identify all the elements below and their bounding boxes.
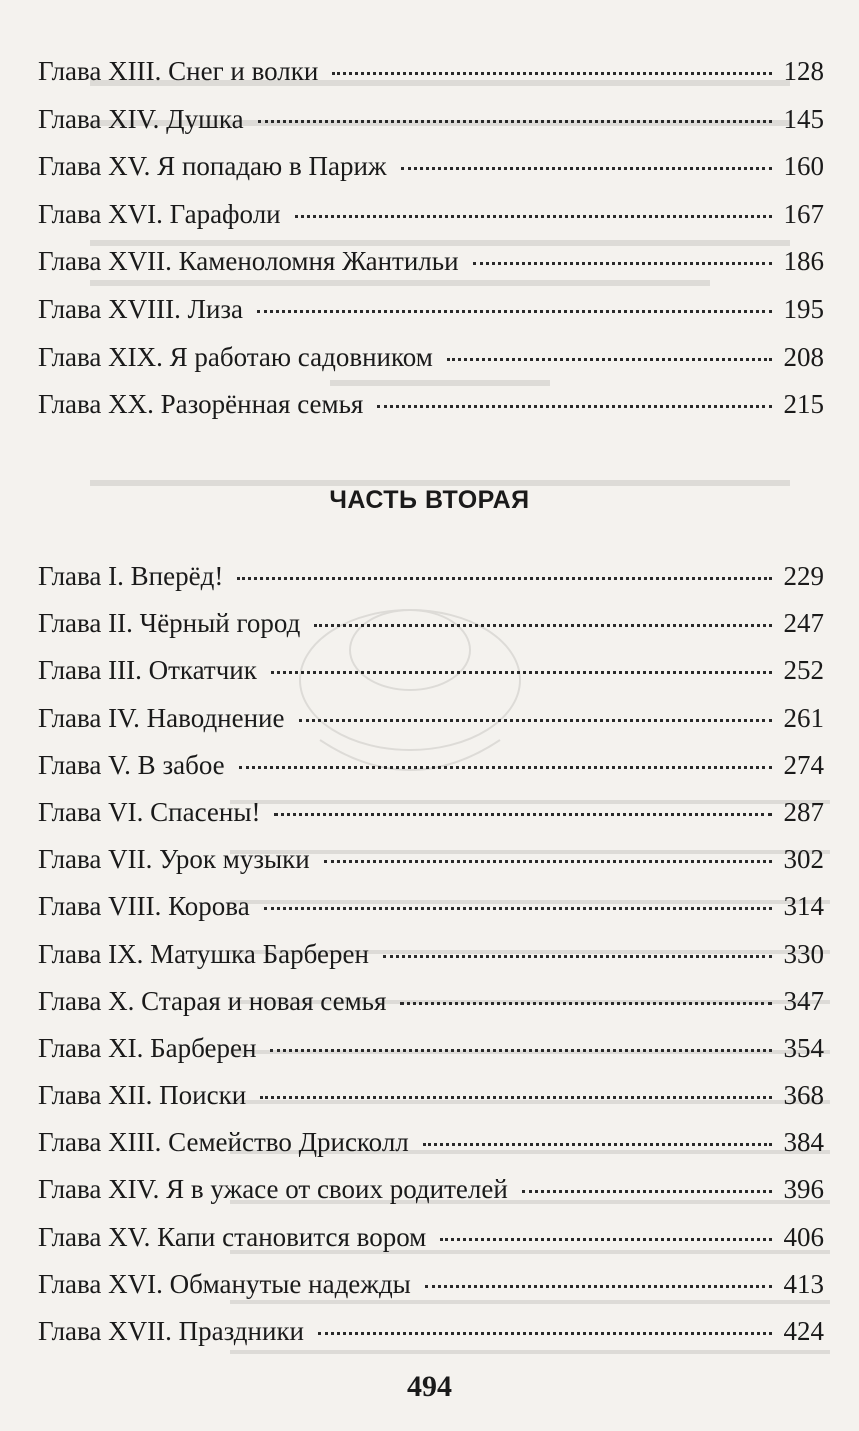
chapter-title: Глава IV. Наводнение — [38, 702, 285, 733]
dot-leader — [318, 1332, 771, 1335]
chapter-page-number: 167 — [783, 198, 824, 229]
chapter-title: Глава XIV. Я в ужасе от своих родителей — [38, 1174, 508, 1205]
chapter-title: Глава XVI. Обманутые надежды — [38, 1268, 411, 1299]
chapter-title: Глава III. Откатчик — [38, 655, 257, 686]
dot-leader — [299, 719, 772, 722]
chapter-title: Глава XX. Разорённая семья — [38, 389, 364, 420]
dot-leader — [258, 120, 772, 123]
dot-leader — [522, 1190, 772, 1193]
dot-leader — [324, 860, 772, 863]
chapter-page-number: 330 — [783, 938, 824, 969]
part-two-heading: ЧАСТЬ ВТОРАЯ — [329, 486, 530, 514]
chapter-page-number: 261 — [783, 702, 824, 733]
toc-entry — [38, 48, 824, 96]
page-number: 494 — [407, 1370, 452, 1403]
dot-leader — [332, 72, 771, 75]
toc-entry — [38, 1261, 824, 1308]
chapter-title: Глава XIV. Душка — [38, 103, 244, 134]
chapter-page-number: 145 — [783, 103, 824, 134]
toc-entry — [38, 553, 824, 600]
toc-entry — [38, 1025, 824, 1072]
chapter-title: Глава II. Чёрный город — [38, 608, 301, 639]
toc-entry — [38, 836, 824, 883]
chapter-page-number: 314 — [783, 891, 824, 922]
chapter-page-number: 128 — [783, 56, 824, 86]
chapter-title: Глава I. Вперёд! — [38, 561, 224, 591]
chapter-page-number: 384 — [783, 1127, 824, 1158]
chapter-page-number: 413 — [783, 1268, 824, 1299]
chapter-title: Глава IX. Матушка Барберен — [38, 938, 369, 969]
chapter-title: Глава V. В забое — [38, 749, 225, 780]
dot-leader — [260, 1096, 771, 1099]
toc-entry — [38, 143, 824, 191]
chapter-page-number: 252 — [783, 655, 824, 686]
dot-leader — [423, 1143, 772, 1146]
toc-entry — [38, 238, 824, 286]
chapter-title: Глава VII. Урок музыки — [38, 844, 310, 875]
chapter-title: Глава VI. Спасены! — [38, 796, 261, 827]
chapter-page-number: 287 — [783, 796, 824, 827]
chapter-page-number: 229 — [783, 561, 824, 591]
chapter-title: Глава XV. Капи становится вором — [38, 1221, 427, 1252]
chapter-page-number: 396 — [783, 1174, 824, 1205]
dot-leader — [377, 405, 771, 408]
toc-entry — [38, 334, 824, 382]
chapter-title: Глава XIX. Я работаю садовником — [38, 341, 433, 372]
toc-entry — [38, 647, 824, 694]
toc-entry — [38, 978, 824, 1025]
toc-entry — [38, 381, 824, 429]
dot-leader — [314, 624, 771, 627]
dot-leader — [383, 955, 772, 958]
toc-entry — [38, 742, 824, 789]
chapter-page-number: 186 — [783, 246, 824, 277]
dot-leader — [271, 671, 772, 674]
toc-entry — [38, 1166, 824, 1213]
chapter-title: Глава XI. Барберен — [38, 1032, 257, 1063]
chapter-title: Глава XVII. Праздники — [38, 1316, 305, 1346]
chapter-page-number: 302 — [783, 844, 824, 875]
chapter-page-number: 195 — [783, 293, 824, 324]
dot-leader — [440, 1238, 771, 1241]
chapter-title: Глава XV. Я попадаю в Париж — [38, 151, 387, 182]
chapter-title: Глава XVII. Каменоломня Жантильи — [38, 246, 459, 277]
toc-part-two — [38, 553, 824, 1355]
toc-entry — [38, 1119, 824, 1166]
chapter-title: Глава XII. Поиски — [38, 1080, 247, 1111]
toc-entry — [38, 96, 824, 144]
chapter-title: Глава XIII. Семейство Дрисколл — [38, 1127, 409, 1158]
chapter-page-number: 347 — [783, 985, 824, 1016]
dot-leader — [473, 262, 772, 265]
dot-leader — [447, 358, 772, 361]
dot-leader — [400, 1002, 771, 1005]
dot-leader — [401, 167, 772, 170]
dot-leader — [425, 1285, 772, 1288]
dot-leader — [239, 766, 772, 769]
chapter-page-number: 274 — [783, 749, 824, 780]
toc-entry — [38, 1214, 824, 1261]
dot-leader — [270, 1049, 771, 1052]
chapter-title: Глава X. Старая и новая семья — [38, 985, 387, 1016]
chapter-page-number: 215 — [783, 389, 824, 420]
chapter-title: Глава XVI. Гарафоли — [38, 198, 281, 229]
chapter-page-number: 354 — [783, 1032, 824, 1063]
toc-entry — [38, 286, 824, 334]
chapter-page-number: 247 — [783, 608, 824, 639]
dot-leader — [264, 907, 772, 910]
toc-part-one-continued — [38, 48, 824, 429]
toc-entry — [38, 600, 824, 647]
toc-entry — [38, 883, 824, 930]
dot-leader — [274, 813, 771, 816]
toc-entry — [38, 1072, 824, 1119]
dot-leader — [295, 215, 772, 218]
toc-entry — [38, 695, 824, 742]
chapter-page-number: 160 — [783, 151, 824, 182]
toc-entry — [38, 1308, 824, 1355]
chapter-title: Глава XVIII. Лиза — [38, 293, 244, 324]
chapter-title: Глава VIII. Корова — [38, 891, 250, 922]
chapter-page-number: 208 — [783, 341, 824, 372]
toc-entry — [38, 931, 824, 978]
chapter-page-number: 406 — [783, 1221, 824, 1252]
toc-entry — [38, 789, 824, 836]
toc-entry — [38, 191, 824, 239]
chapter-title: Глава XIII. Снег и волки — [38, 56, 319, 86]
dot-leader — [237, 577, 771, 580]
chapter-page-number: 368 — [783, 1080, 824, 1111]
dot-leader — [257, 310, 771, 313]
chapter-page-number: 424 — [783, 1316, 824, 1346]
